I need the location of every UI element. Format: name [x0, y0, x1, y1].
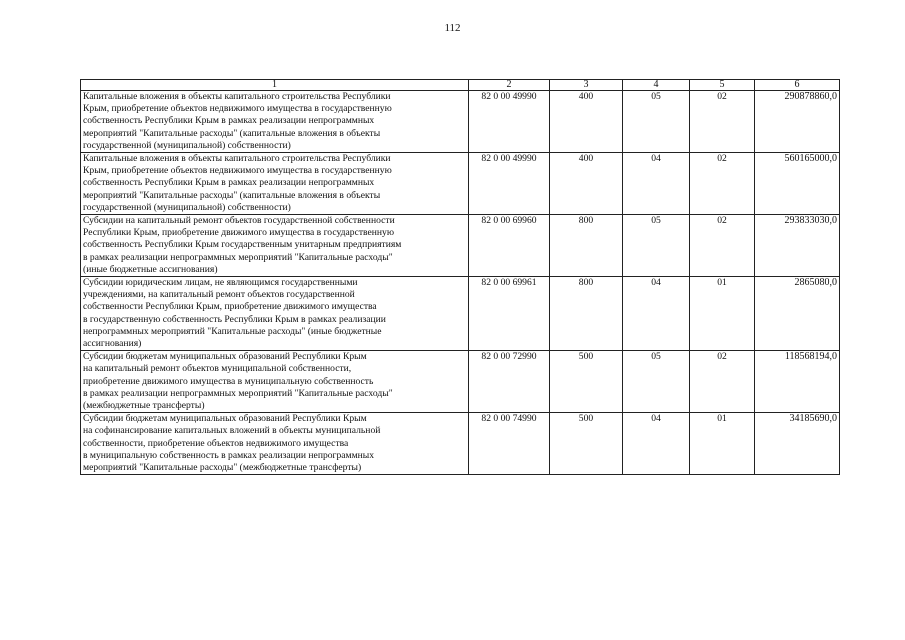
table-row [81, 91, 840, 153]
header-col-1: 1 [81, 80, 469, 91]
row-description: Субсидии бюджетам муниципальных образований Республики Крым на софинансирование капитальных вложений в объекты муниципальной собственности, приобретение объектов недвижимого имущества в муниципальную собственность в рамках реализации непрограммных мероприятий "Капитальные расходы" (межбюджетные трансферты) [81, 413, 469, 475]
row-section: 04 [623, 413, 690, 475]
row-subsection: 02 [690, 153, 755, 215]
row-section: 05 [623, 215, 690, 277]
row-subsection: 02 [690, 91, 755, 153]
table-row [81, 215, 840, 277]
row-section: 05 [623, 91, 690, 153]
row-target-code: 82 0 00 74990 [469, 413, 550, 475]
row-subsection: 02 [690, 351, 755, 413]
row-target-code: 82 0 00 69961 [469, 277, 550, 351]
row-description: Субсидии на капитальный ремонт объектов государственной собственности Республики Крым, приобретение движимого имущества в государственную собственность Республики Крым государственным унитарным предприятиям в рамках реализации непрограммных мероприятий "Капитальные расходы" (иные бюджетные ассигнования) [81, 215, 469, 277]
header-col-3: 3 [550, 80, 623, 91]
row-expense-type: 500 [550, 351, 623, 413]
row-target-code: 82 0 00 69960 [469, 215, 550, 277]
row-subsection: 01 [690, 413, 755, 475]
row-target-code: 82 0 00 72990 [469, 351, 550, 413]
row-description: Капитальные вложения в объекты капитального строительства Республики Крым, приобретение объектов недвижимого имущества в государственную собственность Республики Крым в рамках реализации непрограммных мероприятий "Капитальные расходы" (капитальные вложения в объекты государственной (муниципальной) собственности) [81, 91, 469, 153]
row-description: Субсидии юридическим лицам, не являющимся государственными учреждениями, на капитальный ремонт объектов государственной собственности Республики Крым, приобретение движимого имущества в государственную собственность Республики Крым в рамках реализации непрограммных мероприятий "Капитальные расходы" (иные бюджетные ассигнования) [81, 277, 469, 351]
row-expense-type: 400 [550, 91, 623, 153]
row-section: 05 [623, 351, 690, 413]
row-amount: 293833030,0 [755, 215, 840, 277]
row-section: 04 [623, 277, 690, 351]
row-expense-type: 400 [550, 153, 623, 215]
row-amount: 560165000,0 [755, 153, 840, 215]
row-expense-type: 500 [550, 413, 623, 475]
row-section: 04 [623, 153, 690, 215]
header-col-4: 4 [623, 80, 690, 91]
row-target-code: 82 0 00 49990 [469, 153, 550, 215]
table-row [81, 153, 840, 215]
row-description: Субсидии бюджетам муниципальных образований Республики Крым на капитальный ремонт объектов муниципальной собственности, приобретение движимого имущества в муниципальную собственность в рамках реализации непрограммных мероприятий "Капитальные расходы" (межбюджетные трансферты) [81, 351, 469, 413]
header-col-2: 2 [469, 80, 550, 91]
row-amount: 290878860,0 [755, 91, 840, 153]
row-amount: 2865080,0 [755, 277, 840, 351]
header-row [81, 80, 840, 91]
row-target-code: 82 0 00 49990 [469, 91, 550, 153]
row-subsection: 02 [690, 215, 755, 277]
header-col-6: 6 [755, 80, 840, 91]
table-row [81, 413, 840, 475]
page-number: 112 [444, 22, 461, 34]
table-row [81, 277, 840, 351]
row-amount: 34185690,0 [755, 413, 840, 475]
row-subsection: 01 [690, 277, 755, 351]
table-row [81, 351, 840, 413]
row-expense-type: 800 [550, 215, 623, 277]
budget-table [80, 79, 840, 475]
row-expense-type: 800 [550, 277, 623, 351]
row-description: Капитальные вложения в объекты капитального строительства Республики Крым, приобретение объектов недвижимого имущества в государственную собственность Республики Крым в рамках реализации непрограммных мероприятий "Капитальные расходы" (капитальные вложения в объекты государственной (муниципальной) собственности) [81, 153, 469, 215]
header-col-5: 5 [690, 80, 755, 91]
row-amount: 118568194,0 [755, 351, 840, 413]
